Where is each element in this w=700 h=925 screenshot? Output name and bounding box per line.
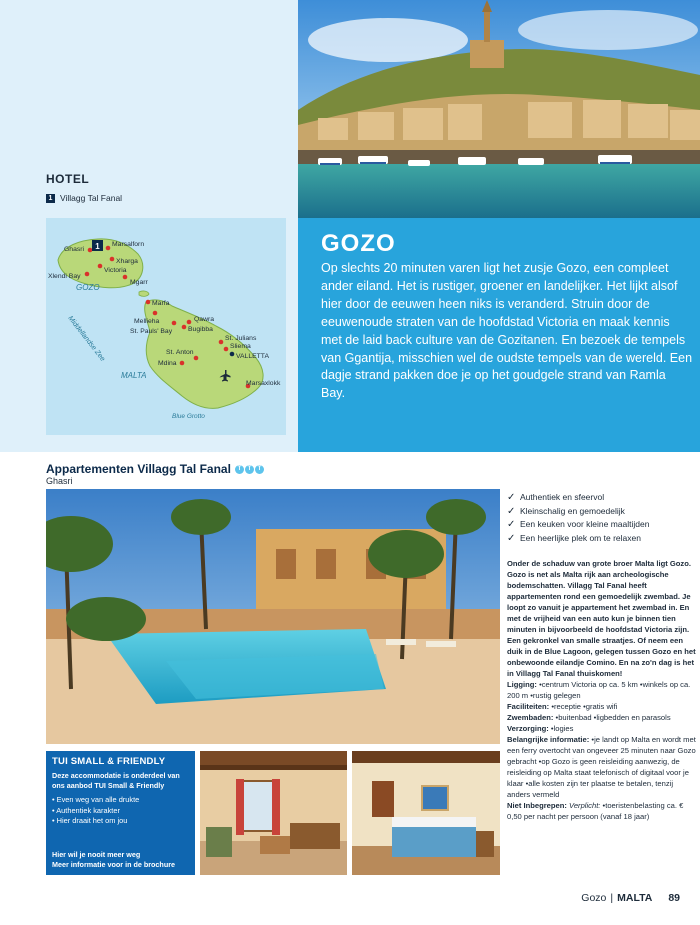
tui-box-intro: Deze accommodatie is onderdeel van ons aanbod TUI Small & Friendly bbox=[52, 771, 180, 790]
niet-inbegrepen-line: Niet Inbegrepen: Verplicht: •toeristenbelasting ca. € 0,50 per nacht per persoon (vanaf 18 jaar) bbox=[507, 801, 684, 821]
label-mellieha: Mellieha bbox=[134, 318, 160, 325]
comino-island bbox=[139, 291, 149, 296]
tui-bullet: • Authentiek karakter bbox=[52, 805, 120, 815]
pin-victoria bbox=[98, 264, 103, 269]
gozo-title: GOZO bbox=[321, 230, 396, 257]
pin-sliema bbox=[224, 347, 229, 352]
gozo-description: Op slechts 20 minuten varen ligt het zusje Gozo, een compleet ander eiland. Het is rustiger, groener en landelijker. Het lijkt alsof hier door de eeuwen heen niks is veranderd. Struin door de eeuwenoude straten van de hoofdstad Victoria en maak kennis met de laid back culture van de Gozitanen. En bezoek de tempels van Ggantija, misschien wel de oudste tempels van de wereld. Een dagje strand pakken doe je op het goudgele strand van Ramla Bay. bbox=[321, 261, 693, 401]
pool-photo bbox=[46, 489, 500, 744]
highlight-item: ✓ Authentiek en sfeervol bbox=[507, 492, 605, 503]
hotel-list-item[interactable] bbox=[46, 193, 122, 203]
label-stpauls: St. Pauls' Bay bbox=[130, 328, 173, 335]
hotel-marker-number: 1 bbox=[95, 242, 100, 251]
page-number: 89 bbox=[668, 892, 680, 904]
footer-country: MALTA bbox=[617, 892, 653, 904]
tui-box-title: TUI SMALL & FRIENDLY bbox=[52, 756, 166, 767]
pin-qawra bbox=[187, 320, 192, 325]
pin-mgarr bbox=[123, 275, 128, 280]
pin-valletta bbox=[230, 352, 235, 357]
tui-bullet: • Even weg van alle drukte bbox=[52, 795, 140, 804]
label-blue-grotto: Blue Grotto bbox=[172, 413, 205, 420]
pin-marfa bbox=[146, 300, 151, 305]
label-stjulians: St. Julians bbox=[225, 335, 257, 342]
map-graphic bbox=[46, 218, 286, 435]
highlight-item: ✓ Kleinschalig en gemoedelijk bbox=[507, 505, 625, 517]
label-malta-island: MALTA bbox=[121, 371, 147, 380]
label-victoria: Victoria bbox=[104, 267, 127, 274]
intro-paragraph: Onder de schaduw van grote broer Malta ligt Gozo. Gozo is net als Malta rijk aan archeologische bodemschatten. Villagg Tal Fanal heeft appartementen rond een gemoedelijk zwembad. Je loopt zo vanuit je appartement het zwembad in. En met de vrijheid van een auto kun je binnen tien minuten in bijvoorbeeld de hoofdstad Victoria zijn. Een gekronkel van smalle straatjes. Of neem een duik in de Blue Lagoon, gelegen tussen Gozo en het onbewoonde eilandje Comino. En na zo'n dag is het in Villagg Tal Fanal thuiskomen! bbox=[507, 559, 696, 678]
faciliteiten-line: Faciliteiten: •receptie •gratis wifi bbox=[507, 702, 618, 711]
pin-ghasri bbox=[88, 248, 93, 253]
label-bugibba: Bugibba bbox=[188, 326, 213, 333]
pin-stjulians bbox=[219, 340, 224, 345]
label-stanton: St. Anton bbox=[166, 349, 194, 356]
footer-region: Gozo bbox=[581, 892, 607, 904]
checkmark-icon: ✓ bbox=[507, 505, 516, 517]
rating-icon: T bbox=[255, 465, 264, 474]
checkmark-icon: ✓ bbox=[507, 519, 516, 530]
zwembaden-line: Zwembaden: •buitenbad •ligbedden en parasols bbox=[507, 713, 671, 722]
footer-separator: | bbox=[610, 892, 614, 904]
label-gozo-island: GOZO bbox=[76, 283, 100, 292]
ligging-line: Ligging: •centrum Victoria op ca. 5 km •winkels op ca. 200 m •rustig gelegen bbox=[507, 680, 691, 700]
checkmark-icon: ✓ bbox=[507, 532, 516, 544]
page-footer bbox=[581, 892, 680, 904]
highlight-item: ✓ Een keuken voor kleine maaltijden bbox=[507, 519, 650, 530]
label-xharga: Xharga bbox=[116, 258, 138, 265]
tui-rating-icons bbox=[235, 465, 264, 474]
hotel-name: Villagg Tal Fanal bbox=[60, 193, 123, 203]
pin-stpauls bbox=[172, 321, 177, 326]
pin-mellieha bbox=[153, 311, 158, 316]
verzorging-line: Verzorging: •logies bbox=[507, 724, 574, 733]
tui-bullet: • Hier draait het om jou bbox=[52, 816, 128, 825]
hotel-number-badge: 1 bbox=[46, 194, 55, 203]
tui-box-footer: Hier wil je nooit meer weg Meer informatie voor in de brochure bbox=[52, 850, 176, 869]
bedroom-photo bbox=[352, 751, 500, 875]
checkmark-icon: ✓ bbox=[507, 492, 516, 503]
accommodation-description bbox=[507, 558, 697, 822]
pin-xharga bbox=[110, 257, 115, 262]
label-sliema: Sliema bbox=[230, 343, 251, 350]
label-mdina: Mdina bbox=[158, 360, 177, 367]
accommodation-name: Appartementen Villagg Tal Fanal bbox=[46, 462, 231, 476]
malta-map bbox=[46, 218, 286, 435]
highlights-list bbox=[507, 491, 697, 545]
pin-mdina bbox=[180, 361, 185, 366]
accommodation-title[interactable] bbox=[46, 462, 264, 476]
tui-small-friendly-box bbox=[46, 751, 195, 875]
gozo-intro-panel bbox=[298, 218, 700, 452]
rating-icon: T bbox=[245, 465, 254, 474]
label-ghasri: Ghasri bbox=[64, 246, 85, 253]
label-sea: Middellandse Zee bbox=[66, 314, 106, 363]
rating-icon: T bbox=[235, 465, 244, 474]
pin-stanton bbox=[194, 356, 199, 361]
living-room-photo bbox=[200, 751, 347, 875]
pin-marsalforn bbox=[106, 246, 111, 251]
label-valletta: VALLETTA bbox=[236, 353, 269, 360]
pin-xlendi bbox=[85, 272, 90, 277]
highlight-item: ✓ Een heerlijke plek om te relaxen bbox=[507, 532, 641, 544]
belangrijk-line: Belangrijke informatie: •je landt op Malta en wordt met een ferry overtocht van ongeveer 25 minuten naar Gozo gebracht •op Gozo is geen reisleiding aanwezig, de reisleiding op Malta staat telefonisch of digitaal voor je klaar •alle kosten zijn ter plaatse te betalen, tenzij anders vermeld bbox=[507, 735, 696, 799]
gozo-harbour-photo bbox=[298, 0, 700, 218]
label-marsaxlokk: Marsaxlokk bbox=[246, 380, 281, 387]
hotel-heading: HOTEL bbox=[46, 172, 90, 186]
label-qawra: Qawra bbox=[194, 316, 215, 323]
accommodation-location: Ghasri bbox=[46, 476, 73, 486]
pin-bugibba bbox=[182, 325, 187, 330]
label-marfa: Marfa bbox=[152, 300, 170, 307]
tui-box-bullets bbox=[52, 795, 189, 827]
label-marsalforn: Marsalforn bbox=[112, 241, 145, 248]
label-mgarr: Mgarr bbox=[130, 279, 148, 286]
label-xlendi: Xlendi Bay bbox=[48, 273, 81, 280]
